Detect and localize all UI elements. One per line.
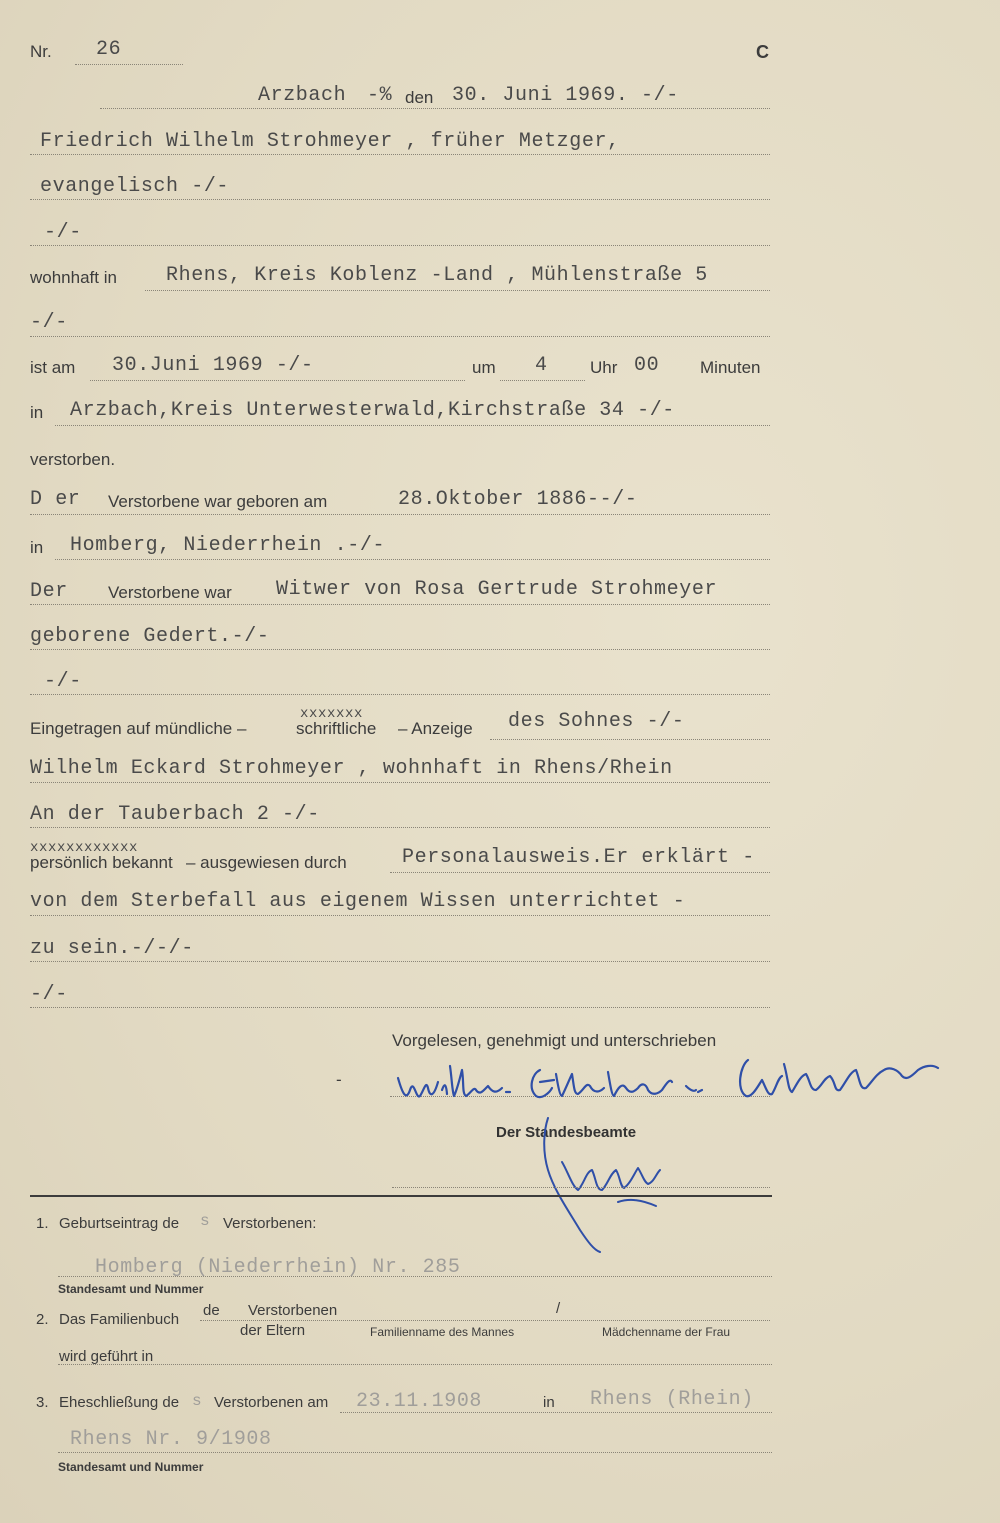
death-date-label: ist am xyxy=(30,358,76,377)
death-date: 30.Juni 1969 -/- xyxy=(112,354,314,377)
reporter-address: An der Tauberbach 2 -/- xyxy=(30,803,320,826)
marital-status: Witwer von Rosa Gertrude Strohmeyer xyxy=(276,578,718,601)
report-line5: -/- xyxy=(30,983,68,1006)
dotted-line xyxy=(30,1007,770,1008)
wird-gefuehrt-label: wird geführt in xyxy=(59,1348,154,1365)
birth-place-label: in xyxy=(30,538,44,557)
dotted-line xyxy=(30,245,770,246)
reporter-name: Wilhelm Eckard Strohmeyer , wohnhaft in Rhens/Rhein xyxy=(30,757,673,780)
id-label: – ausgewiesen durch xyxy=(186,853,347,872)
item1-suffix: s xyxy=(200,1212,211,1230)
uhr-label: Uhr xyxy=(590,358,618,377)
item2-option-eltern: der Eltern xyxy=(240,1322,306,1339)
item1-label2: Verstorbenen: xyxy=(223,1215,317,1232)
dotted-line xyxy=(55,425,770,426)
birth-der: D er xyxy=(30,488,81,511)
death-place: Arzbach,Kreis Unterwesterwald,Kirchstraße 34 -/- xyxy=(70,399,675,422)
date-dotted-line xyxy=(100,108,770,109)
section-rule xyxy=(30,1195,772,1197)
dotted-line xyxy=(500,380,585,381)
dotted-line xyxy=(30,915,770,916)
birth-date: 28.Oktober 1886--/- xyxy=(398,488,638,511)
marital-line2: geborene Gedert.-/- xyxy=(30,625,270,648)
death-hour: 4 xyxy=(535,354,548,377)
signature-image xyxy=(390,1030,950,1120)
marital-extra: -/- xyxy=(44,670,82,693)
dotted-line xyxy=(30,604,770,605)
marriage-register-entry: Rhens Nr. 9/1908 xyxy=(70,1428,272,1451)
residence-extra: -/- xyxy=(30,311,68,334)
id-document: Personalausweis.Er erklärt - xyxy=(402,846,755,869)
item2-slash: / xyxy=(556,1300,561,1317)
dotted-line xyxy=(390,872,770,873)
registrar-dotted-line xyxy=(392,1187,770,1188)
residence: Rhens, Kreis Koblenz -Land , Mühlenstraße 5 xyxy=(166,264,708,287)
standesamt-nummer-label: Standesamt und Nummer xyxy=(58,1282,204,1296)
dotted-line xyxy=(90,380,465,381)
marital-label: Verstorbene war xyxy=(108,583,232,602)
marriage-date: 23.11.1908 xyxy=(356,1390,483,1413)
verstorben-label: verstorben. xyxy=(30,450,116,469)
dotted-line xyxy=(30,154,770,155)
dotted-line xyxy=(55,559,770,560)
den-label: den xyxy=(405,88,434,107)
report-label-a: Eingetragen auf mündliche – xyxy=(30,719,247,738)
item2-de: de xyxy=(203,1302,220,1319)
dotted-line xyxy=(30,514,770,515)
deceased-name: Friedrich Wilhelm Strohmeyer , früher Metzger, xyxy=(40,130,620,153)
dotted-line xyxy=(145,290,770,291)
form-letter: C xyxy=(756,42,769,62)
item2-label: Das Familienbuch xyxy=(59,1311,180,1328)
item1-number: 1. xyxy=(36,1215,49,1232)
nr-value: 26 xyxy=(96,38,122,61)
minuten-label: Minuten xyxy=(700,358,761,377)
reporter-relation: des Sohnes -/- xyxy=(508,710,685,733)
dotted-line xyxy=(490,739,770,740)
item2-option-verstorbenen: Verstorbenen xyxy=(248,1302,338,1319)
dotted-line xyxy=(30,827,770,828)
report-line4: zu sein.-/-/- xyxy=(30,937,194,960)
death-place-label: in xyxy=(30,403,44,422)
dotted-line xyxy=(30,782,770,783)
dotted-line xyxy=(58,1452,772,1453)
place-separator: -% xyxy=(367,84,393,107)
report-line3: von dem Sterbefall aus eigenem Wissen unterrichtet - xyxy=(30,890,686,913)
place: Arzbach xyxy=(258,84,347,107)
item3-in-label: in xyxy=(543,1394,555,1411)
overstrike-x-2: xxxxxxxxxxxx xyxy=(30,840,139,856)
closing-dash: - xyxy=(336,1070,342,1089)
nr-dotted-line xyxy=(75,64,183,65)
item3-number: 3. xyxy=(36,1394,49,1411)
um-label: um xyxy=(472,358,496,377)
dotted-line xyxy=(30,336,770,337)
marital-der: Der xyxy=(30,580,68,603)
dotted-line xyxy=(58,1276,772,1277)
struck-personlich-bekannt: persönlich bekannt xyxy=(30,853,173,872)
standesamt-nummer-label-2: Standesamt und Nummer xyxy=(58,1460,204,1474)
dotted-line xyxy=(340,1412,772,1413)
dotted-line xyxy=(200,1320,770,1321)
item2-number: 2. xyxy=(36,1311,49,1328)
familienname-label: Familienname des Mannes xyxy=(370,1325,515,1339)
item3-label2: Verstorbenen am xyxy=(214,1394,329,1411)
dotted-line xyxy=(30,649,770,650)
dotted-line xyxy=(30,694,770,695)
religion: evangelisch -/- xyxy=(40,175,230,198)
overstrike-x: xxxxxxx xyxy=(300,706,364,722)
struck-schriftliche: schriftliche xyxy=(296,719,377,738)
marriage-place: Rhens (Rhein) xyxy=(590,1388,754,1411)
read-approved-label: Vorgelesen, genehmigt und unterschrieben xyxy=(392,1031,717,1050)
nr-label: Nr. xyxy=(30,42,52,61)
birth-place: Homberg, Niederrhein .-/- xyxy=(70,534,386,557)
registrar-signature-image xyxy=(520,1110,680,1260)
item3-suffix: s xyxy=(192,1392,203,1410)
birth-register-entry: Homberg (Niederrhein) Nr. 285 xyxy=(95,1256,461,1279)
residence-label: wohnhaft in xyxy=(30,268,117,287)
maedchenname-label: Mädchenname der Frau xyxy=(602,1325,731,1339)
report-label-b: – Anzeige xyxy=(398,719,473,738)
dotted-line xyxy=(58,1364,772,1365)
document-date: 30. Juni 1969. -/- xyxy=(452,84,679,107)
item1-label: Geburtseintrag de xyxy=(59,1215,180,1232)
dotted-line xyxy=(30,199,770,200)
dotted-line xyxy=(30,961,770,962)
death-minutes: 00 xyxy=(634,354,660,377)
deceased-extra: -/- xyxy=(44,221,82,244)
birth-label: Verstorbene war geboren am xyxy=(108,492,328,511)
item3-label: Eheschließung de xyxy=(59,1394,180,1411)
registrar-title: Der Standesbeamte xyxy=(496,1124,637,1141)
